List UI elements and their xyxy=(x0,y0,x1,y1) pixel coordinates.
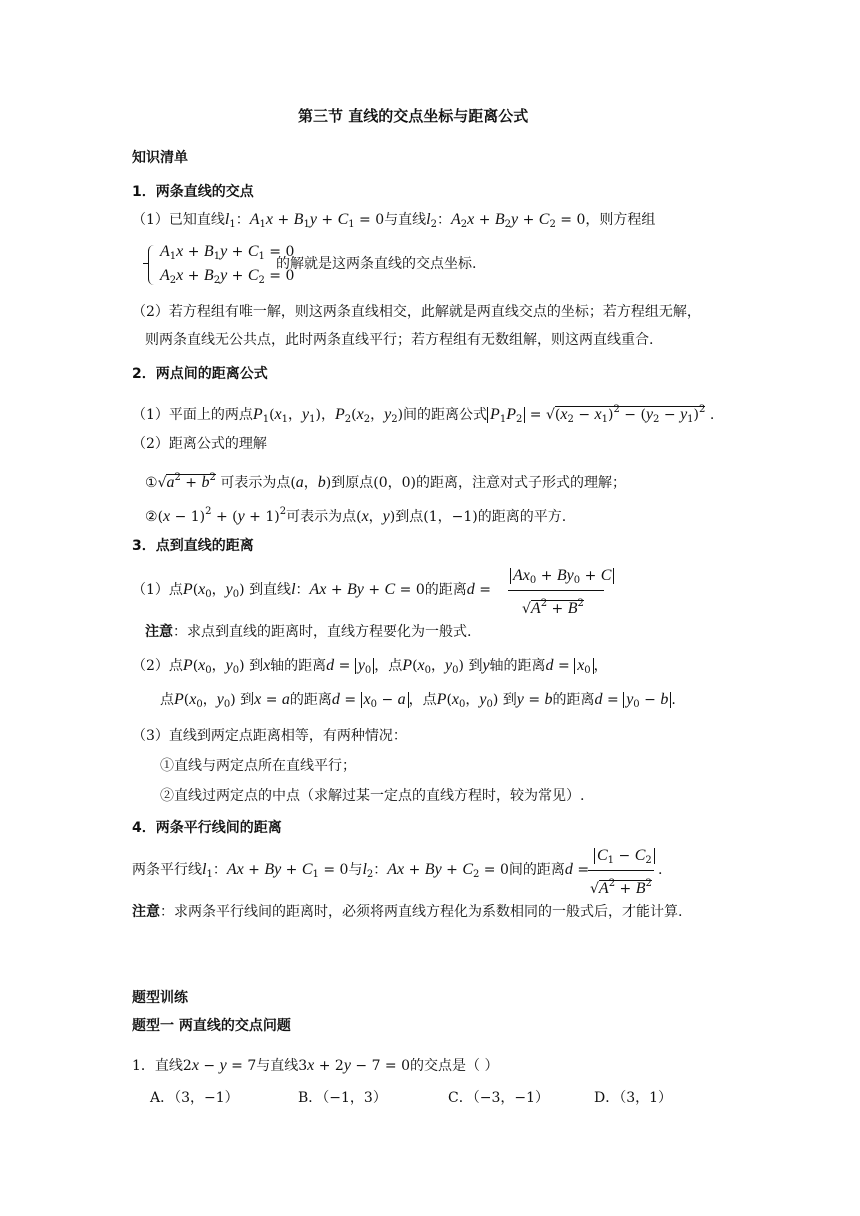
option-b[interactable]: B．（−1，3） xyxy=(298,1090,387,1106)
paragraph-case-1: ①直线与两定点所在直线平行； xyxy=(160,758,356,774)
paragraph-distance-formula: （1）平面上的两点$P_1(x_1$，$y_1$)，$P_2(x_2$，$y_2$)间的距离公式 $P_1P_2 = √(x_2 - x_1)^2 - (y_2 - y_1)^2$ . xyxy=(132,404,715,425)
question-1: 1．直线2x − y = 7与直线3x + 2y − 7 = 0的交点是（ ） xyxy=(132,1057,499,1074)
note-parallel: 注意：求两条平行线间的距离时，必须将两直线方程化为系数相同的一般式后，才能计算. xyxy=(132,904,683,920)
paragraph-solutions-2: 则两条直线无公共点，此时两条直线平行；若方程组有无数组解，则这两直线重合. xyxy=(145,332,654,348)
page-title: 第三节 直线的交点坐标与距离公式 xyxy=(298,107,529,125)
section-heading-training: 题型训练 xyxy=(132,990,188,1006)
paragraph-lines-definition: （1）已知直线$l_1$：$A_1x + B_1y + C_1 = 0$与直线$l_2$：$A_2x + B_2y + C_2 = 0$，则方程组 xyxy=(132,211,656,230)
option-c[interactable]: C．（−3，−1） xyxy=(448,1090,549,1106)
paragraph-solutions-1: （2）若方程组有唯一解，则这两条直线相交，此解就是两直线交点的坐标；若方程组无解， xyxy=(132,304,701,320)
option-d[interactable]: D．（3，1） xyxy=(594,1090,673,1106)
equation-system-row-1: $A_1x + B_1y + C_1 = 0$ xyxy=(160,243,295,262)
paragraph-axis-distance: （2）点$P(x_0$，$y_0$) 到x轴的距离$d = y_0$ ，点$P(x_0$，$y_0$) 到y轴的距离$d = x_0$ ， xyxy=(132,657,608,676)
paragraph-point-line-formula: （1）点$P(x_0$，$y_0$) 到直线l：Ax + By + C = 0的距离d = xyxy=(132,581,491,600)
heading-two-point-distance: 2．两点间的距离公式 xyxy=(132,366,268,382)
equation-system-note: 的解就是这两条直线的交点坐标. xyxy=(276,256,477,272)
heading-point-line-distance: 3．点到直线的距离 xyxy=(132,538,254,554)
paragraph-parallel-formula: 两条平行线$l_1$：$Ax + By + C_1 = 0$与$l_2$：$Ax + By + C_2 = 0$间的距离d = xyxy=(132,861,590,880)
heading-intersection: 1．两条直线的交点 xyxy=(132,184,254,200)
option-a[interactable]: A．（3，−1） xyxy=(150,1090,239,1106)
equation-system-brace xyxy=(148,245,157,285)
parallel-fraction-bar xyxy=(588,870,654,871)
parallel-numerator: $C_1 - C_2$ xyxy=(594,846,655,871)
point-line-denominator: $√A^2 + B^2$ xyxy=(522,598,584,617)
paragraph-distance-understanding: （2）距离公式的理解 xyxy=(132,436,267,452)
section-heading-knowledge: 知识清单 xyxy=(132,150,188,166)
paragraph-vertical-horizontal-line-distance: 点$P(x_0$，$y_0$) 到x = a的距离$d = x_0 - a$ ，点$P(x_0$，$y_0$) 到y = b的距离$d = y_0 - b$ . xyxy=(160,691,676,710)
heading-type-1: 题型一 两直线的交点问题 xyxy=(132,1018,291,1034)
parallel-denominator: $√A^2 + B^2$ xyxy=(590,878,652,897)
paragraph-case-2: ②直线过两定点的中点（求解过某一定点的直线方程时，较为常见）. xyxy=(160,788,585,804)
note-point-line: 注意：求点到直线的距离时，直线方程要化为一般式. xyxy=(145,624,472,640)
point-line-fraction-bar xyxy=(508,590,604,591)
paragraph-distance-item-2: ②(x − $1)^2 + (y + 1)^2$可表示为点(x，y)到点(1，−1)的距离的平方. xyxy=(145,506,567,525)
point-line-numerator: $Ax_0 + By_0 + C$ xyxy=(510,566,614,591)
heading-parallel-line-distance: 4．两条平行线间的距离 xyxy=(132,820,282,836)
parallel-period: . xyxy=(658,862,663,878)
paragraph-two-cases: （3）直线到两定点距离相等，有两种情况： xyxy=(132,728,407,744)
equation-system-row-2: $A_2x + B_2y + C_2 = 0$ xyxy=(160,267,295,286)
paragraph-distance-item-1: $①√a^2 + b^2$ 可表示为点(a，b)到原点(0，0)的距离，注意对式子形式的理解； xyxy=(145,472,627,491)
